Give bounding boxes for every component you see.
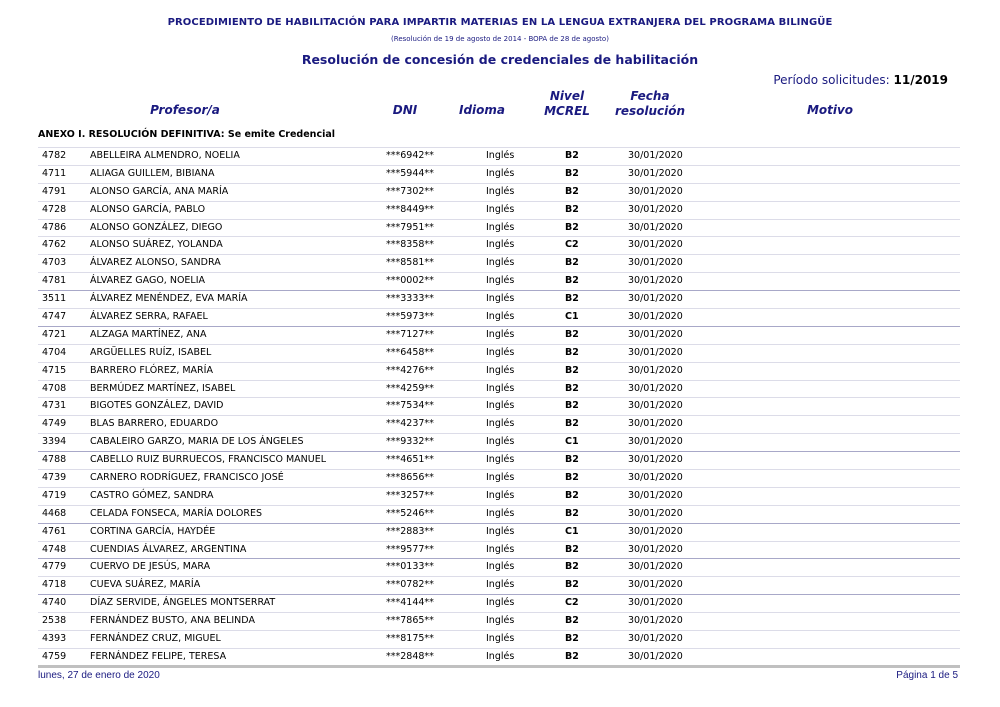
footer-page-number: Página 1 de 5 xyxy=(896,670,958,681)
table-row xyxy=(38,505,960,523)
row-fecha: 30/01/2020 xyxy=(628,328,683,340)
row-dni: ***8449** xyxy=(386,203,434,215)
row-dni: ***4276** xyxy=(386,364,434,376)
row-profesor: CUERVO DE JESÚS, MARA xyxy=(90,561,211,573)
footer-date: lunes, 27 de enero de 2020 xyxy=(38,670,160,681)
row-fecha: 30/01/2020 xyxy=(628,167,683,179)
row-profesor: ÁLVAREZ GAGO, NOELIA xyxy=(90,275,206,287)
row-fecha: 30/01/2020 xyxy=(628,472,683,484)
table-row xyxy=(38,308,960,326)
row-id: 4786 xyxy=(42,221,67,233)
row-nivel: B2 xyxy=(565,257,579,269)
row-nivel: B2 xyxy=(565,561,579,573)
row-id: 2538 xyxy=(42,615,67,627)
row-nivel: B2 xyxy=(565,400,579,412)
row-fecha: 30/01/2020 xyxy=(628,311,683,323)
row-nivel: B2 xyxy=(565,633,579,645)
row-fecha: 30/01/2020 xyxy=(628,633,683,645)
row-id: 3511 xyxy=(42,293,67,305)
row-id: 4782 xyxy=(42,150,67,161)
row-id: 4791 xyxy=(42,185,67,197)
fecha-line1: Fecha xyxy=(630,89,670,103)
row-idioma: Inglés xyxy=(486,561,515,573)
row-nivel: B2 xyxy=(565,650,579,662)
row-nivel: B2 xyxy=(565,472,579,484)
row-dni: ***0782** xyxy=(386,579,434,591)
column-header-idioma: Idioma xyxy=(458,103,505,117)
row-idioma: Inglés xyxy=(486,543,515,555)
row-id: 4781 xyxy=(42,275,67,287)
table-row xyxy=(38,469,960,487)
row-fecha: 30/01/2020 xyxy=(628,525,683,537)
row-dni: ***2883** xyxy=(386,525,434,537)
row-fecha: 30/01/2020 xyxy=(628,561,683,573)
row-idioma: Inglés xyxy=(486,597,515,609)
row-nivel: B2 xyxy=(565,543,579,555)
row-profesor: BARRERO FLÓREZ, MARÍA xyxy=(90,364,213,376)
row-dni: ***4259** xyxy=(386,382,434,394)
document-subtitle: (Resolución de 19 de agosto de 2014 - BOPA de 28 de agosto) xyxy=(391,35,609,43)
row-fecha: 30/01/2020 xyxy=(628,150,683,161)
row-id: 3394 xyxy=(42,436,67,448)
row-dni: ***6458** xyxy=(386,346,434,358)
row-dni: ***5246** xyxy=(386,507,434,519)
table-row xyxy=(38,541,960,559)
nivel-line2: MCREL xyxy=(544,104,590,118)
row-idioma: Inglés xyxy=(486,328,515,340)
row-fecha: 30/01/2020 xyxy=(628,436,683,448)
table-row xyxy=(38,272,960,290)
row-dni: ***5944** xyxy=(386,167,434,179)
row-idioma: Inglés xyxy=(486,364,515,376)
row-dni: ***0002** xyxy=(386,275,434,287)
column-header-profesor: Profesor/a xyxy=(150,103,220,117)
row-id: 4739 xyxy=(42,472,67,484)
table-row xyxy=(38,433,960,451)
row-profesor: BERMÚDEZ MARTÍNEZ, ISABEL xyxy=(90,382,236,394)
table-row xyxy=(38,290,960,308)
row-profesor: CABALEIRO GARZO, MARIA DE LOS ÁNGELES xyxy=(90,436,304,448)
row-id: 4747 xyxy=(42,311,67,323)
row-idioma: Inglés xyxy=(486,239,515,251)
row-idioma: Inglés xyxy=(486,293,515,305)
row-id: 4704 xyxy=(42,346,67,358)
row-profesor: ALONSO GARCÍA, PABLO xyxy=(90,203,206,215)
row-id: 4779 xyxy=(42,561,67,573)
row-dni: ***8175** xyxy=(386,633,434,645)
table-row xyxy=(38,594,960,612)
row-profesor: ALONSO GARCÍA, ANA MARÍA xyxy=(90,185,229,197)
row-profesor: ABELLEIRA ALMENDRO, NOELIA xyxy=(90,150,240,161)
row-fecha: 30/01/2020 xyxy=(628,257,683,269)
document-title: PROCEDIMIENTO DE HABILITACIÓN PARA IMPARTIR MATERIAS EN LA LENGUA EXTRANJERA DEL PROGRAMA BILINGÜE xyxy=(167,17,833,28)
row-fecha: 30/01/2020 xyxy=(628,275,683,287)
table-row xyxy=(38,397,960,415)
row-profesor: ALZAGA MARTÍNEZ, ANA xyxy=(90,328,207,340)
row-idioma: Inglés xyxy=(486,400,515,412)
table-row xyxy=(38,648,960,666)
table-row xyxy=(38,612,960,630)
row-nivel: B2 xyxy=(565,418,579,430)
row-id: 4711 xyxy=(42,167,67,179)
row-id: 4748 xyxy=(42,543,67,555)
row-idioma: Inglés xyxy=(486,507,515,519)
row-dni: ***4237** xyxy=(386,418,434,430)
row-profesor: FERNÁNDEZ CRUZ, MIGUEL xyxy=(90,633,221,645)
row-fecha: 30/01/2020 xyxy=(628,418,683,430)
row-nivel: B2 xyxy=(565,507,579,519)
row-nivel: C2 xyxy=(565,597,579,609)
row-profesor: ÁLVAREZ MENÉNDEZ, EVA MARÍA xyxy=(90,293,248,305)
row-id: 4740 xyxy=(42,597,67,609)
row-id: 4749 xyxy=(42,418,67,430)
table-row xyxy=(38,576,960,594)
column-header-nivel xyxy=(535,89,599,119)
row-idioma: Inglés xyxy=(486,346,515,358)
row-profesor: CABELLO RUIZ BURRUECOS, FRANCISCO MANUEL xyxy=(90,454,327,466)
column-header-motivo: Motivo xyxy=(806,103,854,117)
table-row xyxy=(38,630,960,648)
row-nivel: B2 xyxy=(565,364,579,376)
row-idioma: Inglés xyxy=(486,203,515,215)
row-fecha: 30/01/2020 xyxy=(628,293,683,305)
row-dni: ***5973** xyxy=(386,311,434,323)
periodo-value: 11/2019 xyxy=(893,73,948,87)
table-row xyxy=(38,183,960,201)
table-row xyxy=(38,201,960,219)
row-idioma: Inglés xyxy=(486,633,515,645)
row-idioma: Inglés xyxy=(486,382,515,394)
row-dni: ***2848** xyxy=(386,650,434,662)
row-dni: ***7127** xyxy=(386,328,434,340)
row-nivel: C1 xyxy=(565,436,579,448)
row-idioma: Inglés xyxy=(486,650,515,662)
row-id: 4759 xyxy=(42,650,67,662)
row-fecha: 30/01/2020 xyxy=(628,489,683,501)
table-row xyxy=(38,326,960,344)
row-profesor: CUEVA SUÁREZ, MARÍA xyxy=(90,579,201,591)
table-row xyxy=(38,415,960,433)
section-label-bold: ANEXO I. RESOLUCIÓN DEFINITIVA: xyxy=(38,129,225,140)
row-fecha: 30/01/2020 xyxy=(628,221,683,233)
row-profesor: DÍAZ SERVIDE, ÁNGELES MONTSERRAT xyxy=(90,597,276,609)
row-nivel: B2 xyxy=(565,203,579,215)
row-profesor: ÁLVAREZ SERRA, RAFAEL xyxy=(90,311,208,323)
footer-divider xyxy=(38,665,960,668)
table-row xyxy=(38,487,960,505)
row-idioma: Inglés xyxy=(486,275,515,287)
section-label-rest: Se emite Credencial xyxy=(224,129,335,140)
row-dni: ***7302** xyxy=(386,185,434,197)
row-idioma: Inglés xyxy=(486,150,515,161)
fecha-line2: resolución xyxy=(614,104,686,118)
row-profesor: CASTRO GÓMEZ, SANDRA xyxy=(90,489,214,501)
row-fecha: 30/01/2020 xyxy=(628,346,683,358)
row-fecha: 30/01/2020 xyxy=(628,239,683,251)
row-nivel: B2 xyxy=(565,293,579,305)
row-idioma: Inglés xyxy=(486,454,515,466)
row-dni: ***9332** xyxy=(386,436,434,448)
table-row xyxy=(38,236,960,254)
row-fecha: 30/01/2020 xyxy=(628,454,683,466)
row-idioma: Inglés xyxy=(486,472,515,484)
row-profesor: ALONSO SUÁREZ, YOLANDA xyxy=(90,239,223,251)
table-row xyxy=(38,344,960,362)
table-row xyxy=(38,451,960,469)
row-dni: ***4651** xyxy=(386,454,434,466)
row-profesor: CUENDIAS ÁLVAREZ, ARGENTINA xyxy=(90,543,247,555)
row-nivel: B2 xyxy=(565,167,579,179)
table-row xyxy=(38,523,960,541)
row-id: 4762 xyxy=(42,239,67,251)
row-idioma: Inglés xyxy=(486,185,515,197)
row-fecha: 30/01/2020 xyxy=(628,650,683,662)
row-idioma: Inglés xyxy=(486,579,515,591)
row-id: 4393 xyxy=(42,633,67,645)
row-nivel: C1 xyxy=(565,311,579,323)
row-nivel: B2 xyxy=(565,489,579,501)
table-row xyxy=(38,147,960,165)
row-profesor: ALIAGA GUILLEM, BIBIANA xyxy=(90,167,215,179)
row-nivel: C1 xyxy=(565,525,579,537)
row-fecha: 30/01/2020 xyxy=(628,400,683,412)
row-nivel: B2 xyxy=(565,346,579,358)
row-fecha: 30/01/2020 xyxy=(628,382,683,394)
row-fecha: 30/01/2020 xyxy=(628,507,683,519)
row-dni: ***7865** xyxy=(386,615,434,627)
row-profesor: ÁLVAREZ ALONSO, SANDRA xyxy=(90,257,221,269)
row-profesor: CELADA FONSECA, MARÍA DOLORES xyxy=(90,507,263,519)
row-idioma: Inglés xyxy=(486,615,515,627)
row-idioma: Inglés xyxy=(486,525,515,537)
row-id: 4719 xyxy=(42,489,67,501)
periodo-solicitudes xyxy=(773,73,948,87)
row-id: 4703 xyxy=(42,257,67,269)
row-idioma: Inglés xyxy=(486,436,515,448)
row-idioma: Inglés xyxy=(486,418,515,430)
row-id: 4731 xyxy=(42,400,67,412)
row-dni: ***7534** xyxy=(386,400,434,412)
row-nivel: B2 xyxy=(565,221,579,233)
table-row xyxy=(38,219,960,237)
row-dni: ***9577** xyxy=(386,543,434,555)
row-nivel: B2 xyxy=(565,382,579,394)
row-dni: ***8358** xyxy=(386,239,434,251)
row-id: 4718 xyxy=(42,579,67,591)
row-nivel: B2 xyxy=(565,275,579,287)
table-row xyxy=(38,380,960,398)
row-profesor: BIGOTES GONZÁLEZ, DAVID xyxy=(90,400,224,412)
row-idioma: Inglés xyxy=(486,311,515,323)
row-nivel: B2 xyxy=(565,615,579,627)
section-heading xyxy=(38,129,335,140)
column-header-dni: DNI xyxy=(392,103,418,117)
periodo-label: Período solicitudes: xyxy=(773,73,890,87)
row-nivel: B2 xyxy=(565,579,579,591)
row-nivel: B2 xyxy=(565,454,579,466)
row-idioma: Inglés xyxy=(486,489,515,501)
row-fecha: 30/01/2020 xyxy=(628,597,683,609)
document-heading: Resolución de concesión de credenciales de habilitación xyxy=(301,52,699,67)
row-profesor: CORTINA GARCÍA, HAYDÉE xyxy=(90,525,216,537)
row-fecha: 30/01/2020 xyxy=(628,185,683,197)
row-profesor: ARGÜELLES RUÍZ, ISABEL xyxy=(90,346,212,358)
row-id: 4761 xyxy=(42,525,67,537)
row-fecha: 30/01/2020 xyxy=(628,543,683,555)
row-id: 4728 xyxy=(42,203,67,215)
row-idioma: Inglés xyxy=(486,167,515,179)
table-row xyxy=(38,254,960,272)
row-idioma: Inglés xyxy=(486,257,515,269)
row-nivel: B2 xyxy=(565,328,579,340)
row-fecha: 30/01/2020 xyxy=(628,615,683,627)
row-profesor: ALONSO GONZÁLEZ, DIEGO xyxy=(90,221,223,233)
nivel-line1: Nivel xyxy=(549,89,585,103)
row-id: 4721 xyxy=(42,328,67,340)
table-row xyxy=(38,165,960,183)
results-table xyxy=(38,147,960,666)
row-nivel: C2 xyxy=(565,239,579,251)
row-profesor: BLAS BARRERO, EDUARDO xyxy=(90,418,219,430)
row-dni: ***7951** xyxy=(386,221,434,233)
row-nivel: B2 xyxy=(565,185,579,197)
row-id: 4468 xyxy=(42,507,67,519)
row-dni: ***8581** xyxy=(386,257,434,269)
column-header-fecha xyxy=(605,89,695,119)
row-dni: ***8656** xyxy=(386,472,434,484)
row-profesor: FERNÁNDEZ FELIPE, TERESA xyxy=(90,650,227,662)
row-id: 4715 xyxy=(42,364,67,376)
row-dni: ***3333** xyxy=(386,293,434,305)
row-fecha: 30/01/2020 xyxy=(628,579,683,591)
row-profesor: CARNERO RODRÍGUEZ, FRANCISCO JOSÉ xyxy=(90,472,284,484)
row-dni: ***0133** xyxy=(386,561,434,573)
row-id: 4708 xyxy=(42,382,67,394)
row-profesor: FERNÁNDEZ BUSTO, ANA BELINDA xyxy=(90,615,255,627)
row-dni: ***4144** xyxy=(386,597,434,609)
table-row xyxy=(38,362,960,380)
row-dni: ***3257** xyxy=(386,489,434,501)
row-id: 4788 xyxy=(42,454,67,466)
row-fecha: 30/01/2020 xyxy=(628,364,683,376)
row-nivel: B2 xyxy=(565,150,579,161)
row-dni: ***6942** xyxy=(386,150,434,161)
table-row xyxy=(38,558,960,576)
row-fecha: 30/01/2020 xyxy=(628,203,683,215)
row-idioma: Inglés xyxy=(486,221,515,233)
